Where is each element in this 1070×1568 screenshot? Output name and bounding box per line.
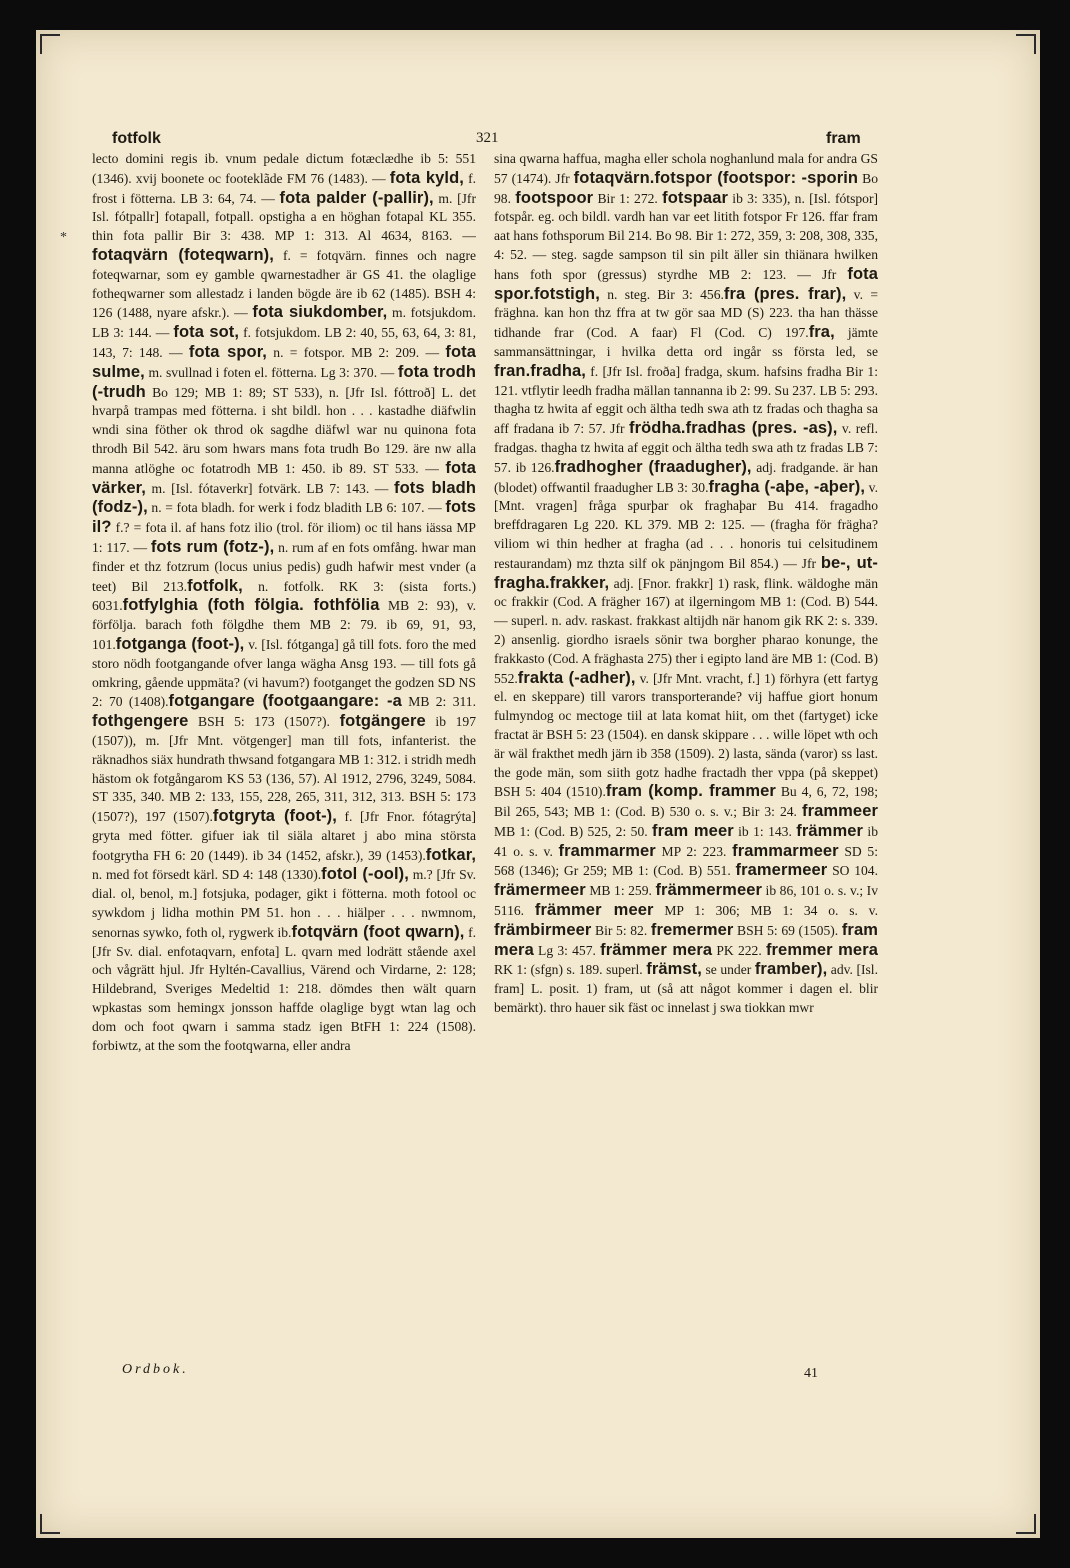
entry-text: adj. fradgande. är han (blodet) offwantil fraadugher LB 3: 30. xyxy=(494,459,878,495)
dictionary-page xyxy=(36,30,1040,1538)
signature-number: 41 xyxy=(804,1366,818,1381)
headword: framber), xyxy=(754,960,828,979)
headword: fotspor (footspor: -sporin xyxy=(654,168,859,187)
entry-text: MP 2: 223. xyxy=(655,843,733,859)
entry-text: Bo 98. xyxy=(494,170,878,206)
entry-text: v. [Isl. fótganga] gå till fots. foro the med storo nödh footgangande ofver langa wägha Ansg 193. — till fots gå omkring, gående uppmäta? (vi havum?) footganget the godzen SD NS 2: 70 (1408). xyxy=(92,636,476,710)
headword: fremmer mera xyxy=(765,940,878,959)
headword: främbirmeer xyxy=(494,920,592,939)
entry-text: v. [Jfr Mnt. vracht, f.] 1) förhyra (ett fartyg el. en skeppare) till varors transporterande? vij haffue giort honum fulmyndog oc mectoge tiil at lata komat hiit, om thet (fartyget) icke fractat är BSH 5: 23 (1504). en dansk skippare . . . wille löpet wth och är wäl frakthet medh järn ib 358 (1509). 2) lasta, sända (varor) ss last. the gode män, som siith gotz hadhe fractadh ther vppa (på skeppet) BSH 5: 404 (1510). xyxy=(494,670,878,800)
entry-text: f. frost i fötterna. LB 3: 64, 74. — xyxy=(92,170,476,206)
entry-text: ib 86, 101 o. s. v.; Iv 5116. xyxy=(494,883,878,919)
entry-text: MB 1: 259. xyxy=(585,883,656,899)
entry-text: SD 5: 568 (1346); Gr 259; MB 1: (Cod. B) 551. xyxy=(494,843,878,879)
headword: footspoor xyxy=(515,188,594,207)
entry-text: f. [Jfr Fnor. fótagrýta] gryta med fötter. gifuer iak til siäla altaret j abo mina största footgrytha FH 6: 20 (1449). ib 34 (1452, afskr.), 39 (1453). xyxy=(92,809,476,863)
headword: frammeer xyxy=(801,802,878,821)
entry-text: Bo 129; MB 1: 89; ST 533), n. [Jfr Isl. fóttroð] L. det hvarpå trampas med fötterna. i sht bildl. hon . . . kastadhe diäfwlin wndi sina föther ok throd ok sagdhe diäfwl war nu quinona fota throdh Bil 542. äru som hwars mans fota trudh Bo 129. äre nw alla manna atlöghe oc fotatrodh MB 1: 450. ib 89. ST 533. — xyxy=(92,384,476,476)
headword: fota siukdomber, xyxy=(252,303,388,322)
headword: fotfylghia (foth fölgia. fothfölia xyxy=(122,596,380,615)
headword: fots bladh (fodz-), xyxy=(92,478,476,517)
headword: fremermer xyxy=(650,920,734,939)
entry-text: MB 1: (Cod. B) 525, 2: 50. xyxy=(494,823,653,839)
scan-corner-mark xyxy=(1016,34,1036,54)
entry-text: ib 1: 143. xyxy=(733,823,797,839)
entry-text: ib 3: 335), n. [Isl. fótspor] fotspår. eg. och bildl. vardh han var eet litith fotspor Fr 126. ffar fram aat hans fothsporum Bil 214. Bo 98. Bir 1: 272, 359, 3: 208, 308, 335, 4: 52. — steg. sagde sampson til sin pilt äller sin thiänara hwilken hans foth spor (gressus) styrdhe MB 2: 123. — Jfr xyxy=(494,190,878,282)
headword: be-, ut-fragha. xyxy=(494,553,878,592)
headword: främmer meer xyxy=(534,901,654,920)
entry-text: f. [Jfr Isl. froða] fradga, skum. hafsins fradha Bir 1: 121. vtflytir leedh fradha mällan tannanna ib 2: 99. Su 237. LB 5: 293. thagha tz hwita af eggit och ältha tedh swa ath tz fradas och thagha sa aff fradana ib 7: 57. Jfr xyxy=(494,363,878,437)
scan-corner-mark xyxy=(40,1514,60,1534)
entry-text: f. = fotqvärn. finnes och nagre foteqwarnar, som ey gamble qwarnestadher är GS 41. the olaglige fotheqwarner som allestadz i landen bögde äre ib 62 (1485). BSH 4: 126 (1488, nyare afskr.). — xyxy=(92,247,476,321)
entry-text: Lg 3: 457. xyxy=(533,942,601,958)
column-text xyxy=(92,150,476,1055)
headword: fra, xyxy=(808,323,835,342)
entry-text: sina qwarna haffua, magha eller schola noghanlund mala for andra GS 57 (1474). Jfr xyxy=(494,151,878,186)
scan-corner-mark xyxy=(40,34,60,54)
headword: fotstigh, xyxy=(533,284,600,303)
entry-text: m. fotsjukdom. LB 3: 144. — xyxy=(92,305,476,341)
entry-text: Bir 1: 272. xyxy=(593,190,663,206)
entry-text: n. = fotspor. MB 2: 209. — xyxy=(267,344,446,360)
headword: fothgengere xyxy=(92,712,189,731)
entry-text: f.? = fota il. af hans fotz ilio (trol. för iliom) oc til hans iässa MP 1: 117. — xyxy=(92,520,476,555)
entry-text: v. refl. fradgas. thagha tz hwita af eggit och ältha tedh swa ath tz fradas LB 7: 57. ib 126. xyxy=(494,421,878,475)
headword: fradhas (pres. -as), xyxy=(685,419,838,438)
headword: fots rum (fotz-), xyxy=(150,537,275,556)
entry-text: jämte sammansättningar, i hvilka detta ord ingår ss första led, se xyxy=(494,325,878,359)
left-column xyxy=(92,150,476,1390)
headword: fota spor, xyxy=(188,342,267,361)
right-column xyxy=(494,150,878,1390)
entry-text: n. med fot försedt kärl. SD 4: 148 (1330). xyxy=(92,867,322,883)
headword: fragha (-aþe, -aþer), xyxy=(708,477,866,496)
page-number: 321 xyxy=(476,130,499,146)
headword: främmer xyxy=(796,821,864,840)
headword: frammarmer xyxy=(558,841,656,860)
headword: frödha. xyxy=(629,419,686,438)
headword: fota sulme, xyxy=(92,342,476,381)
headword: fotgängere xyxy=(339,712,426,731)
headword: framermeer xyxy=(735,861,828,880)
headword: fram meer xyxy=(652,821,734,840)
headword: fotol (-ool), xyxy=(321,865,409,884)
running-head-right: fram xyxy=(826,130,861,147)
entry-text: MP 1: 306; MB 1: 34 o. s. v. xyxy=(653,903,878,919)
headword: frammarmeer xyxy=(732,841,839,860)
entry-text: PK 222. xyxy=(712,942,766,958)
entry-text: se under xyxy=(701,962,755,978)
headword: frakker, xyxy=(549,573,610,592)
entry-text: MB 2: 311. xyxy=(401,694,476,710)
running-head-left: fotfolk xyxy=(112,130,161,147)
entry-text: f. fotsjukdom. LB 2: 40, 55, 63, 64, 3: 81, 143, 7: 148. — xyxy=(92,325,476,360)
entry-text: v. [Mnt. vragen] fråga spurþar ok fraghaþar Bu 414. fragadho breffdragaren Lg 220. KL 379. MB 2: 125. — (fragha för frägha? viliom wi thin hedher at fragha (ad . . . honoris tui celsitudinem restaurandam) mz thzta silf ok pänjngom Bil 854.) — Jfr xyxy=(494,479,878,571)
entry-text: adv. [Isl. fram] L. posit. 1) fram, ut (så att något kommer i dagen el. blir bemärkt). thro hauer sik fäst oc innelast j swa tiokkan mwr xyxy=(494,962,878,1016)
entry-text: SO 104. xyxy=(827,863,878,879)
entry-text: n. rum af en fots omfång. hwar man finder et thz fotzrum (locus unius pedis) gudh hafwir mest vnder (a teet) Bil 213. xyxy=(92,539,476,594)
headword: fota trodh (-trudh xyxy=(92,362,476,401)
headword: fotgryta (foot-), xyxy=(212,807,337,826)
entry-text: BSH 5: 69 (1505). xyxy=(733,922,842,938)
headword: fradha, xyxy=(530,361,586,380)
headword: fra (pres. frar), xyxy=(723,284,847,303)
headword: främermeer xyxy=(494,881,586,900)
entry-text: RK 1: (sfgn) s. 189. superl. xyxy=(494,962,647,978)
headword: fran. xyxy=(494,361,531,380)
headword: fotqvärn (foot qwarn), xyxy=(291,922,465,941)
entry-text: n. fotfolk. RK 3: (sista forts.) 6031. xyxy=(92,578,476,614)
headword: fota palder (-pallir), xyxy=(279,188,434,207)
entry-text: ib 197 (1507)), m. [Jfr Mnt. vötgenger] man till fots, infanterist. the räknadhos siäx hundrath thwsand fotgangara MB 1: 312. i stridh medh hästom ok fotgångarom KS 53 (136, 57). Al 1912, 2796, 3249, 5084. ST 335, 340. MB 2: 133, 155, 228, 265, 311, 312, 313. BSH 5: 173 (1507?), 197 (1507). xyxy=(92,714,476,825)
entry-text: Bu 4, 6, 72, 198; Bil 265, 543; MB 1: (Cod. B) 530 o. s. v.; Bir 3: 24. xyxy=(494,784,878,820)
entry-text: v. = fräghna. kan hon thz ffra at tw gör saa MD (S) 223. tha han thässe tidhande frar (Cod. A faar) Fl (Cod. C) 197. xyxy=(494,286,878,341)
entry-text: m. [Isl. fótaverkr] fotvärk. LB 7: 143. — xyxy=(145,480,394,496)
headword: fotganga (foot-), xyxy=(115,634,245,653)
headword: fram (komp. frammer xyxy=(605,782,776,801)
headword: fota spor. xyxy=(494,264,878,303)
entry-text: adj. [Fnor. frakkr] 1) rask, flink. wäldoghe män oc frakkir (Cod. A frägher 167) at ilgerningom MB 1: (Cod. B) 544. — superl. n. adv. raskast. frakkast altijdh när hanom gik RK 2: s. 339. 2) ansenlig. giordho israels sönir twa borgher pharao konunge, the frakkasto (Cod. A fräghasta 275) ther i egipto land äre MB 1: (Cod. B) 552. xyxy=(494,575,878,686)
entry-text: f. [Jfr Sv. dial. enfotaqvarn, enfota] L. qvarn med lodrätt stående axel och vågrätt hjul. Jfr Hyltén-Cavallius, Värend och Virdarne, 2: 128; Hildebrand, Sveriges Medeltid 1: 218. dömdes then wält quarn wpkastas som hemingx jonsson haffde olaglige bygt wtan lag och dom och foot qwarn i samma stadz igen BtFH 1: 224 (1508). forbiwtz, at the som the footqwarna, eller andra xyxy=(92,924,476,1053)
headword: fotaqvärn (foteqwarn), xyxy=(92,245,274,264)
headword: främmermeer xyxy=(655,881,763,900)
entry-text: lecto domini regis ib. vnum pedale dictum fotæclædhe ib 5: 551 (1346). xvij boonete oc footeklãde FM 76 (1483). — xyxy=(92,151,476,186)
entry-text: n. = fota bladh. for werk i fodz bladith LB 6: 107. — xyxy=(147,500,446,516)
headword: fotaqvärn. xyxy=(573,168,655,187)
headword: frakta (-adher), xyxy=(517,668,636,687)
headword: fotkar, xyxy=(425,845,476,864)
entry-text: m. svullnad i foten el. fötterna. Lg 3: 370. — xyxy=(144,364,398,380)
headword: fots il? xyxy=(92,498,476,537)
headword: främmer mera xyxy=(600,940,713,959)
headword: fradhogher (fraadugher), xyxy=(554,457,752,476)
margin-mark: * xyxy=(60,230,67,245)
entry-text: ib 41 o. s. v. xyxy=(494,823,878,859)
scan-corner-mark xyxy=(1016,1514,1036,1534)
entry-text: n. steg. Bir 3: 456. xyxy=(599,286,724,302)
entry-text: MB 2: 93), v. förfölja. barach foth fölgdhe them MB 2: 79. ib 69, 91, 93, 101. xyxy=(92,598,476,652)
column-text xyxy=(494,150,878,1018)
headword: fotfolk, xyxy=(187,576,243,595)
entry-text: BSH 5: 173 (1507?). xyxy=(188,714,340,730)
entry-text: m.? [Jfr Sv. dial. ol, benol, m.] fotsjuka, podager, gikt i fötterna. moth fotool oc sywkdom j lidha mothin PM 51. hon . . . hiälper . . . nwmnom, senornas sywko, foth ol, rygwerk ib. xyxy=(92,867,476,940)
headword: fram mera xyxy=(494,920,878,959)
headword: fotspaar xyxy=(662,188,729,207)
entry-text: m. [Jfr Isl. fótpallr] fotapall, fotpall. opstigha a en höghan fotapal KL 355. thin fota pallir Bir 3: 438. MP 1: 313. Al 4634, 8163. — xyxy=(92,190,476,244)
signature-mark: Ordbok. xyxy=(122,1362,189,1377)
headword: fotgangare (footgaangare: -a xyxy=(168,692,402,711)
headword: fota värker, xyxy=(92,458,476,497)
headword: främst, xyxy=(646,960,702,979)
headword: fota sot, xyxy=(173,323,240,342)
entry-text: Bir 5: 82. xyxy=(591,922,651,938)
headword: fota kyld, xyxy=(389,168,464,187)
